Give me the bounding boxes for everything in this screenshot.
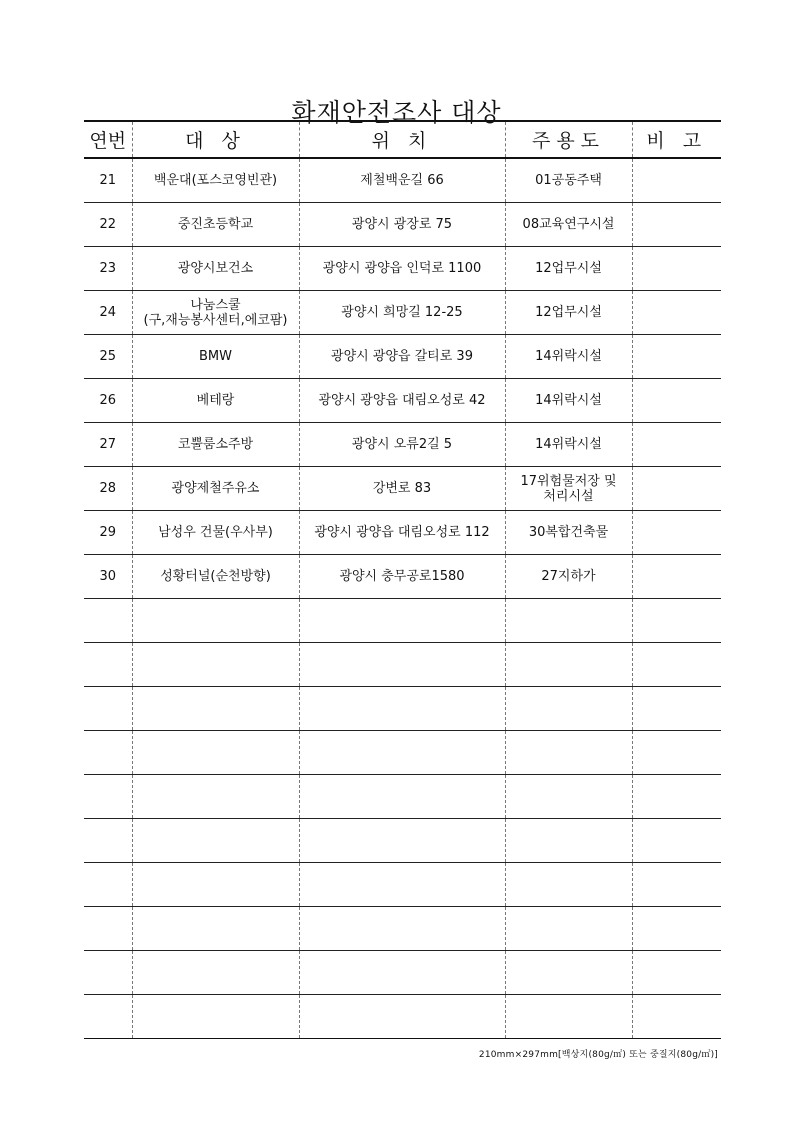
table-row — [84, 731, 721, 775]
cell-location: 광양시 충무공로1580 — [299, 555, 505, 599]
table-row — [84, 995, 721, 1039]
cell-target — [132, 995, 299, 1039]
cell-number — [84, 687, 132, 731]
table-body — [84, 158, 721, 1039]
table-row — [84, 687, 721, 731]
cell-remarks — [632, 775, 721, 819]
cell-remarks — [632, 335, 721, 379]
header-remarks: 비 고 — [632, 121, 721, 158]
cell-remarks — [632, 731, 721, 775]
cell-remarks — [632, 599, 721, 643]
cell-remarks — [632, 511, 721, 555]
cell-target — [132, 819, 299, 863]
cell-remarks — [632, 291, 721, 335]
cell-location — [299, 951, 505, 995]
cell-number: 25 — [84, 335, 132, 379]
table-row — [84, 555, 721, 599]
cell-location — [299, 863, 505, 907]
table-row — [84, 291, 721, 335]
cell-number: 22 — [84, 203, 132, 247]
table-header-row — [84, 121, 721, 158]
cell-number — [84, 599, 132, 643]
cell-remarks — [632, 995, 721, 1039]
cell-target — [132, 951, 299, 995]
cell-target — [132, 863, 299, 907]
cell-target: 베테랑 — [132, 379, 299, 423]
cell-location: 광양시 광양읍 인덕로 1100 — [299, 247, 505, 291]
cell-number — [84, 643, 132, 687]
cell-remarks — [632, 951, 721, 995]
cell-usage — [505, 819, 632, 863]
cell-location: 광양시 오류2길 5 — [299, 423, 505, 467]
cell-location: 광양시 광양읍 대림오성로 112 — [299, 511, 505, 555]
cell-number: 23 — [84, 247, 132, 291]
cell-remarks — [632, 555, 721, 599]
table-row — [84, 247, 721, 291]
page-title: 화재안전조사 대상 — [291, 97, 502, 127]
table-row — [84, 819, 721, 863]
cell-usage — [505, 995, 632, 1039]
cell-remarks — [632, 247, 721, 291]
cell-number: 29 — [84, 511, 132, 555]
cell-usage: 14위락시설 — [505, 423, 632, 467]
cell-usage — [505, 907, 632, 951]
cell-number: 24 — [84, 291, 132, 335]
cell-location: 광양시 광양읍 갈티로 39 — [299, 335, 505, 379]
header-location: 위 치 — [299, 121, 505, 158]
cell-usage: 14위락시설 — [505, 379, 632, 423]
cell-target: 성황터널(순천방향) — [132, 555, 299, 599]
table-row — [84, 863, 721, 907]
cell-target: 중진초등학교 — [132, 203, 299, 247]
cell-remarks — [632, 819, 721, 863]
header-usage: 주용도 — [505, 121, 632, 158]
table-row — [84, 951, 721, 995]
cell-number — [84, 995, 132, 1039]
cell-target: 나눔스쿨 (구,재능봉사센터,에코팜) — [132, 291, 299, 335]
table-row — [84, 379, 721, 423]
cell-number: 21 — [84, 158, 132, 203]
cell-target — [132, 643, 299, 687]
cell-usage: 30복합건축물 — [505, 511, 632, 555]
cell-target — [132, 731, 299, 775]
cell-remarks — [632, 863, 721, 907]
cell-number — [84, 731, 132, 775]
cell-usage: 27지하가 — [505, 555, 632, 599]
cell-target: 백운대(포스코영빈관) — [132, 158, 299, 203]
cell-location: 광양시 광양읍 대림오성로 42 — [299, 379, 505, 423]
cell-target: 남성우 건물(우사부) — [132, 511, 299, 555]
table-row — [84, 907, 721, 951]
cell-location: 광양시 희망길 12-25 — [299, 291, 505, 335]
cell-remarks — [632, 158, 721, 203]
cell-usage — [505, 687, 632, 731]
cell-target: BMW — [132, 335, 299, 379]
table-row — [84, 423, 721, 467]
cell-usage: 17위험물저장 및 처리시설 — [505, 467, 632, 511]
table-row — [84, 467, 721, 511]
cell-target — [132, 907, 299, 951]
cell-location — [299, 599, 505, 643]
cell-remarks — [632, 467, 721, 511]
cell-target: 광양시보건소 — [132, 247, 299, 291]
cell-remarks — [632, 203, 721, 247]
cell-location: 제철백운길 66 — [299, 158, 505, 203]
table-row — [84, 511, 721, 555]
cell-usage — [505, 731, 632, 775]
table-row — [84, 775, 721, 819]
cell-usage — [505, 951, 632, 995]
table-row — [84, 643, 721, 687]
cell-location: 강변로 83 — [299, 467, 505, 511]
cell-location: 광양시 광장로 75 — [299, 203, 505, 247]
header-number: 연번 — [84, 121, 132, 158]
paper-spec-footer: 210mm×297mm[백상지(80g/㎡) 또는 중질지(80g/㎡)] — [478, 1050, 718, 1060]
cell-remarks — [632, 687, 721, 731]
cell-usage — [505, 863, 632, 907]
cell-target — [132, 687, 299, 731]
cell-usage: 08교육연구시설 — [505, 203, 632, 247]
table-row — [84, 599, 721, 643]
cell-usage: 12업무시설 — [505, 291, 632, 335]
cell-remarks — [632, 423, 721, 467]
cell-number — [84, 951, 132, 995]
cell-location — [299, 907, 505, 951]
cell-number — [84, 863, 132, 907]
cell-usage — [505, 599, 632, 643]
inspection-table — [84, 120, 721, 1039]
header-target: 대 상 — [132, 121, 299, 158]
cell-usage — [505, 643, 632, 687]
cell-number: 27 — [84, 423, 132, 467]
cell-location — [299, 643, 505, 687]
cell-location — [299, 687, 505, 731]
cell-location — [299, 819, 505, 863]
cell-target — [132, 775, 299, 819]
cell-number — [84, 907, 132, 951]
cell-usage: 14위락시설 — [505, 335, 632, 379]
cell-remarks — [632, 379, 721, 423]
cell-location — [299, 995, 505, 1039]
cell-usage: 12업무시설 — [505, 247, 632, 291]
table-row — [84, 203, 721, 247]
table-row — [84, 335, 721, 379]
cell-usage — [505, 775, 632, 819]
cell-location — [299, 775, 505, 819]
cell-number — [84, 775, 132, 819]
cell-number — [84, 819, 132, 863]
cell-usage: 01공동주택 — [505, 158, 632, 203]
cell-remarks — [632, 643, 721, 687]
cell-target: 코뿔룸소주방 — [132, 423, 299, 467]
cell-number: 26 — [84, 379, 132, 423]
cell-number: 28 — [84, 467, 132, 511]
cell-target — [132, 599, 299, 643]
cell-location — [299, 731, 505, 775]
cell-target: 광양제철주유소 — [132, 467, 299, 511]
table-row — [84, 158, 721, 203]
cell-remarks — [632, 907, 721, 951]
cell-number: 30 — [84, 555, 132, 599]
